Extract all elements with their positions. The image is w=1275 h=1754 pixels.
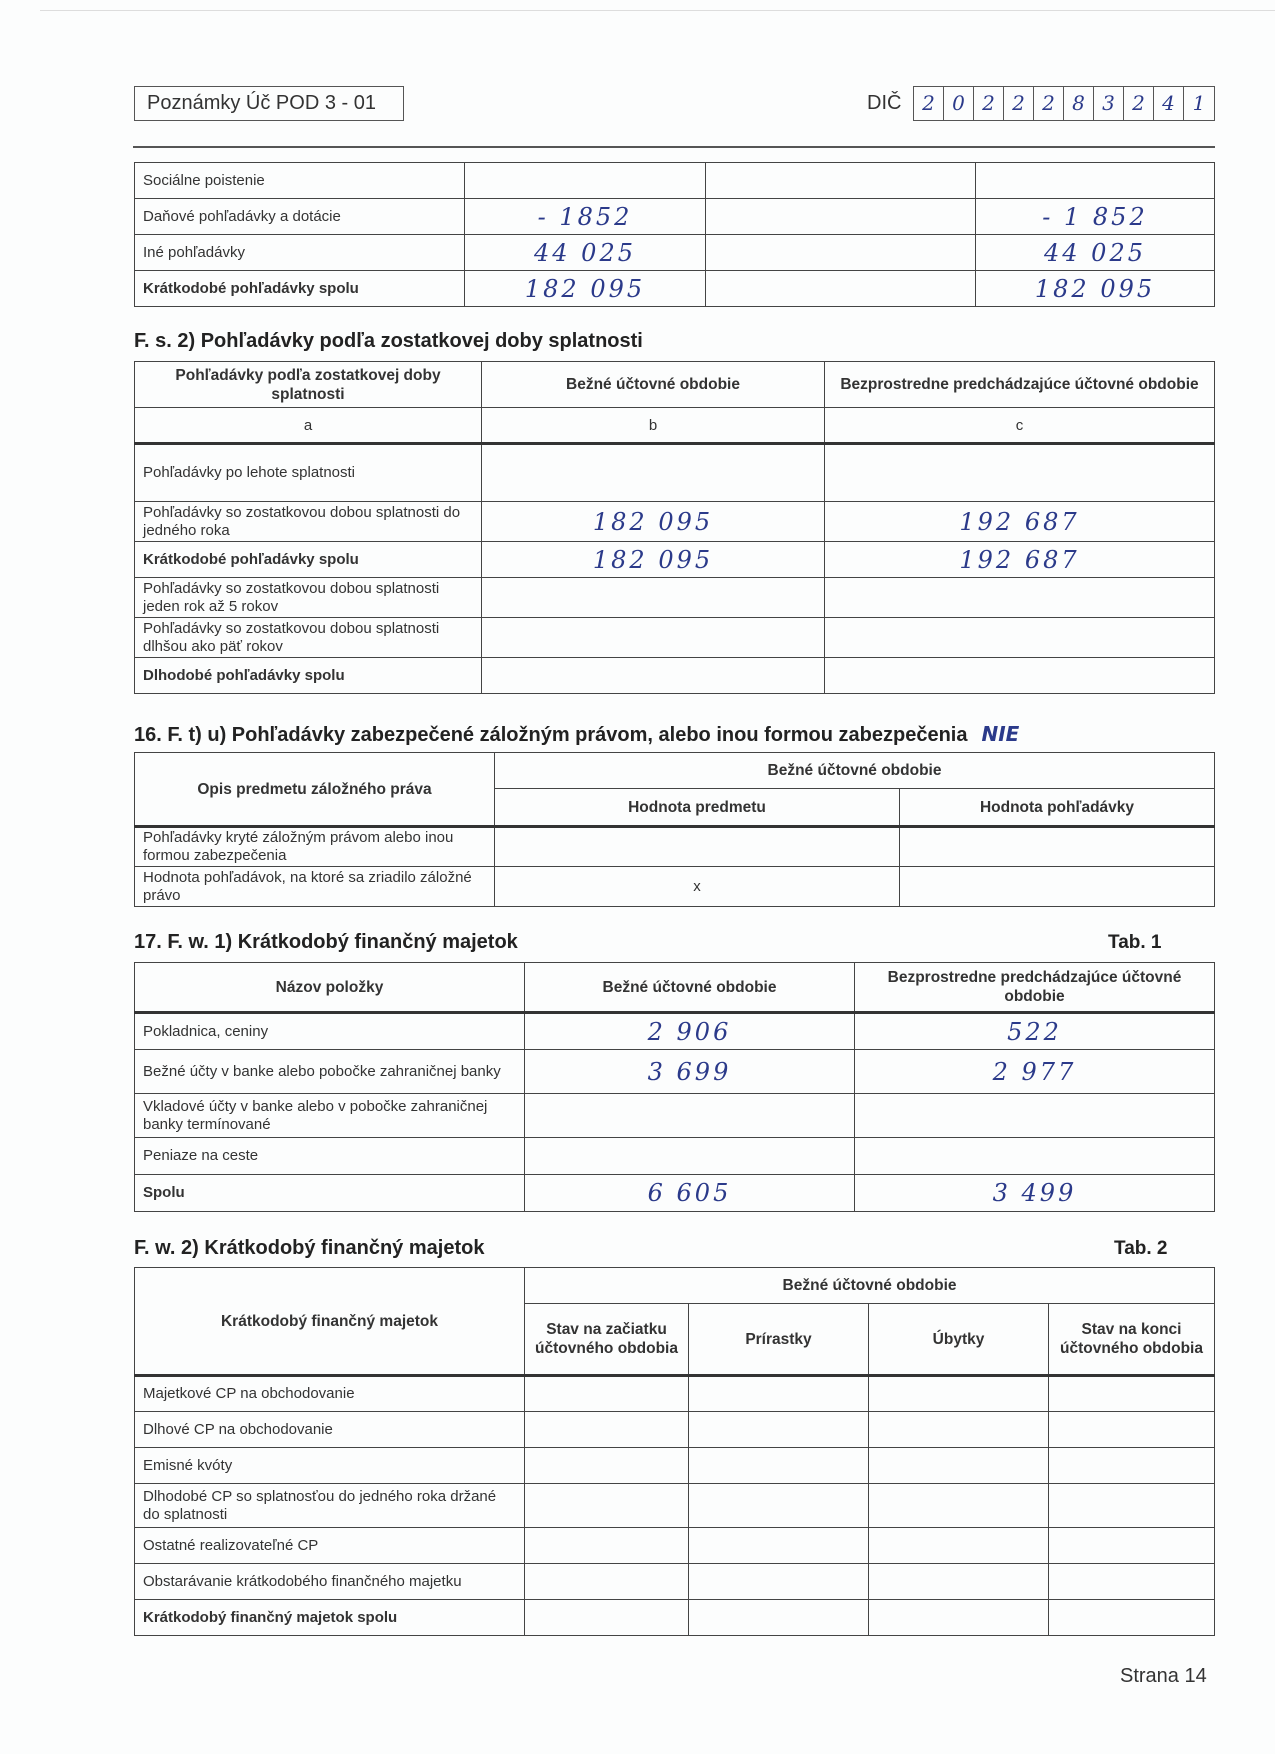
row-label: Bežné účty v banke alebo pobočke zahraničnej banky <box>135 1050 525 1094</box>
table-row <box>135 235 1215 271</box>
previous-value: 522 <box>855 1013 1215 1050</box>
column-header: Bezprostredne predchádzajúce účtovné obdobie <box>855 963 1215 1013</box>
row-label: Pohľadávky so zostatkovou dobou splatnosti do jedného roka <box>135 502 482 542</box>
section-title-fs2: F. s. 2) Pohľadávky podľa zostatkovej doby splatnosti <box>134 330 643 352</box>
current-value: 2 906 <box>525 1013 855 1050</box>
empty-cell <box>869 1528 1049 1564</box>
receivables-maturity-table <box>134 361 1215 694</box>
previous-value <box>825 618 1215 658</box>
empty-cell <box>706 163 976 199</box>
short-term-financial-assets-table-2 <box>134 1267 1215 1636</box>
row-label: Daňové pohľadávky a dotácie <box>135 199 465 235</box>
row-label: Dlhodobé pohľadávky spolu <box>135 658 482 694</box>
empty-cell <box>1049 1600 1215 1636</box>
empty-cell <box>706 199 976 235</box>
form-label-box: Poznámky Úč POD 3 - 01 <box>134 86 404 121</box>
empty-cell <box>689 1528 869 1564</box>
dic-label: DIČ <box>867 92 902 114</box>
previous-value <box>976 163 1215 199</box>
dic-digit: 3 <box>1094 87 1124 120</box>
column-header: Krátkodobý finančný majetok <box>135 1268 525 1376</box>
row-label: Pohľadávky so zostatkovou dobou splatnosti dlhšou ako päť rokov <box>135 618 482 658</box>
page-number: Strana 14 <box>1120 1665 1207 1687</box>
subheader-row <box>135 408 1215 444</box>
table-row <box>135 1376 1215 1412</box>
empty-cell <box>689 1376 869 1412</box>
header-row <box>135 963 1215 1013</box>
current-value <box>482 658 825 694</box>
row-label: Pohľadávky so zostatkovou dobou splatnosti jeden rok až 5 rokov <box>135 578 482 618</box>
tab-label-1: Tab. 1 <box>1108 932 1162 953</box>
row-label: Dlhové CP na obchodovanie <box>135 1412 525 1448</box>
column-header: Hodnota predmetu <box>495 789 900 827</box>
row-label: Peniaze na ceste <box>135 1138 525 1175</box>
current-value: 3 699 <box>525 1050 855 1094</box>
section-title-fw2: F. w. 2) Krátkodobý finančný majetok <box>134 1237 485 1259</box>
table-row <box>135 1564 1215 1600</box>
previous-value: 44 025 <box>976 235 1215 271</box>
empty-cell <box>525 1412 689 1448</box>
row-label: Majetkové CP na obchodovanie <box>135 1376 525 1412</box>
current-value <box>482 578 825 618</box>
table-row <box>135 1484 1215 1528</box>
previous-value: 192 687 <box>825 542 1215 578</box>
empty-cell <box>869 1412 1049 1448</box>
current-value: 44 025 <box>465 235 706 271</box>
empty-cell <box>525 1448 689 1484</box>
table-row <box>135 578 1215 618</box>
current-value <box>482 444 825 502</box>
row-label: Krátkodobý finančný majetok spolu <box>135 1600 525 1636</box>
table-row <box>135 163 1215 199</box>
table-row <box>135 199 1215 235</box>
row-label: Emisné kvóty <box>135 1448 525 1484</box>
row-label: Obstarávanie krátkodobého finančného majetku <box>135 1564 525 1600</box>
row-label: Krátkodobé pohľadávky spolu <box>135 542 482 578</box>
table-row <box>135 1175 1215 1212</box>
header-row <box>135 362 1215 408</box>
row-label: Dlhodobé CP so splatnosťou do jedného roka držané do splatnosti <box>135 1484 525 1528</box>
previous-value <box>855 1094 1215 1138</box>
current-value: 182 095 <box>482 542 825 578</box>
empty-cell <box>1049 1448 1215 1484</box>
section-16-title-text: 16. F. t) u) Pohľadávky zabezpečené záložným právom, alebo inou formou zabezpečenia <box>134 724 968 746</box>
empty-cell <box>689 1448 869 1484</box>
column-header: Prírastky <box>689 1304 869 1376</box>
header-row <box>135 753 1215 789</box>
current-value: 182 095 <box>482 502 825 542</box>
previous-value <box>825 578 1215 618</box>
row-label: Ostatné realizovateľné CP <box>135 1528 525 1564</box>
previous-value: - 1 852 <box>976 199 1215 235</box>
group-header: Bežné účtovné obdobie <box>495 753 1215 789</box>
dic-digit: 4 <box>1154 87 1184 120</box>
empty-cell <box>706 235 976 271</box>
table-row <box>135 1013 1215 1050</box>
dic-digit: 2 <box>974 87 1004 120</box>
receivables-top-table <box>134 162 1215 307</box>
table-row <box>135 444 1215 502</box>
table-row <box>135 271 1215 307</box>
column-header: Bezprostredne predchádzajúce účtovné obdobie <box>825 362 1215 408</box>
row-label: Iné pohľadávky <box>135 235 465 271</box>
row-label: Pohľadávky po lehote splatnosti <box>135 444 482 502</box>
row-label: Sociálne poistenie <box>135 163 465 199</box>
current-value: - 1852 <box>465 199 706 235</box>
table-row <box>135 1138 1215 1175</box>
empty-cell <box>869 1448 1049 1484</box>
table-row <box>135 502 1215 542</box>
dic-digit: 2 <box>1034 87 1064 120</box>
header-divider <box>133 146 1215 148</box>
table-row <box>135 867 1215 907</box>
section-title-17: 17. F. w. 1) Krátkodobý finančný majetok <box>134 931 518 953</box>
previous-value <box>825 444 1215 502</box>
short-term-financial-assets-table-1 <box>134 962 1215 1212</box>
column-header: Názov položky <box>135 963 525 1013</box>
empty-cell <box>869 1376 1049 1412</box>
column-header: Bežné účtovné obdobie <box>525 963 855 1013</box>
value-subject <box>495 827 900 867</box>
current-value <box>465 163 706 199</box>
empty-cell <box>689 1564 869 1600</box>
dic-digit: 0 <box>944 87 974 120</box>
empty-cell <box>869 1564 1049 1600</box>
table-row <box>135 618 1215 658</box>
dic-digit: 8 <box>1064 87 1094 120</box>
empty-cell <box>525 1564 689 1600</box>
current-value <box>525 1138 855 1175</box>
tab-label-2: Tab. 2 <box>1114 1238 1168 1259</box>
current-value: 6 605 <box>525 1175 855 1212</box>
empty-cell <box>1049 1484 1215 1528</box>
row-label: Vkladové účty v banke alebo v pobočke zahraničnej banky termínované <box>135 1094 525 1138</box>
scan-edge-line <box>40 10 1275 11</box>
column-header: Opis predmetu záložného práva <box>135 753 495 827</box>
empty-cell <box>1049 1564 1215 1600</box>
row-label: Pokladnica, ceniny <box>135 1013 525 1050</box>
empty-cell <box>1049 1376 1215 1412</box>
row-label: Hodnota pohľadávok, na ktoré sa zriadilo záložné právo <box>135 867 495 907</box>
current-value <box>525 1094 855 1138</box>
value-receivable <box>900 867 1215 907</box>
empty-cell <box>525 1528 689 1564</box>
column-header: Stav na konci účtovného obdobia <box>1049 1304 1215 1376</box>
table-row <box>135 1412 1215 1448</box>
empty-cell <box>525 1484 689 1528</box>
table-row <box>135 827 1215 867</box>
column-header: Stav na začiatku účtovného obdobia <box>525 1304 689 1376</box>
empty-cell <box>706 271 976 307</box>
column-letter: b <box>482 408 825 444</box>
column-letter: a <box>135 408 482 444</box>
column-letter: c <box>825 408 1215 444</box>
dic-digit: 2 <box>1124 87 1154 120</box>
table-row <box>135 1600 1215 1636</box>
table-row <box>135 542 1215 578</box>
row-label: Spolu <box>135 1175 525 1212</box>
empty-cell <box>1049 1528 1215 1564</box>
previous-value: 3 499 <box>855 1175 1215 1212</box>
empty-cell <box>1049 1412 1215 1448</box>
empty-cell <box>869 1600 1049 1636</box>
empty-cell <box>869 1484 1049 1528</box>
column-header: Pohľadávky podľa zostatkovej doby splatnosti <box>135 362 482 408</box>
empty-cell <box>689 1412 869 1448</box>
table-row <box>135 1094 1215 1138</box>
value-receivable <box>900 827 1215 867</box>
row-label: Krátkodobé pohľadávky spolu <box>135 271 465 307</box>
value-subject: x <box>495 867 900 907</box>
column-header: Hodnota pohľadávky <box>900 789 1215 827</box>
previous-value <box>855 1138 1215 1175</box>
previous-value: 2 977 <box>855 1050 1215 1094</box>
dic-digit: 2 <box>1004 87 1034 120</box>
header-row <box>135 1268 1215 1304</box>
column-header: Bežné účtovné obdobie <box>482 362 825 408</box>
table-row <box>135 658 1215 694</box>
row-label: Pohľadávky kryté záložným právom alebo inou formou zabezpečenia <box>135 827 495 867</box>
previous-value <box>825 658 1215 694</box>
secured-receivables-table <box>134 752 1215 907</box>
previous-value: 182 095 <box>976 271 1215 307</box>
table-row <box>135 1528 1215 1564</box>
empty-cell <box>525 1600 689 1636</box>
dic-digit-boxes <box>913 86 1215 121</box>
current-value <box>482 618 825 658</box>
empty-cell <box>525 1376 689 1412</box>
table-row <box>135 1050 1215 1094</box>
empty-cell <box>689 1484 869 1528</box>
dic-digit: 1 <box>1192 91 1206 115</box>
empty-cell <box>689 1600 869 1636</box>
previous-value: 192 687 <box>825 502 1215 542</box>
column-header: Úbytky <box>869 1304 1049 1376</box>
table-row <box>135 1448 1215 1484</box>
section-title-16 <box>134 722 1019 747</box>
group-header: Bežné účtovné obdobie <box>525 1268 1215 1304</box>
dic-digit: 2 <box>914 87 944 120</box>
handwritten-nie: NIE <box>981 722 1020 746</box>
current-value: 182 095 <box>465 271 706 307</box>
